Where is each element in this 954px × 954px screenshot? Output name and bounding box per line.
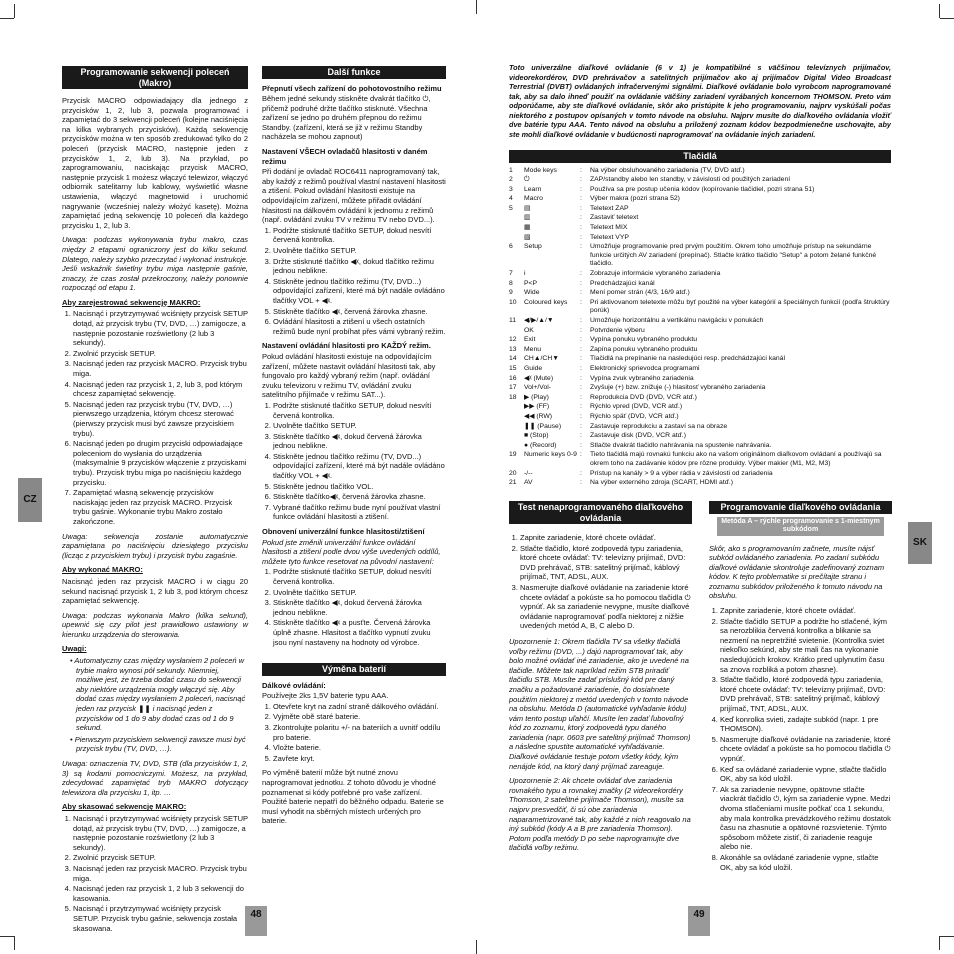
table-row bbox=[509, 214, 891, 224]
keys-table bbox=[509, 167, 891, 489]
table-row bbox=[509, 403, 891, 413]
separator: : bbox=[580, 469, 582, 477]
key-description: Prístup na kanály > 9 a výber rádia v závislosti od zariadenia bbox=[590, 469, 773, 477]
key-name: Macro bbox=[524, 195, 543, 203]
separator: : bbox=[580, 355, 582, 363]
steps-list bbox=[262, 567, 446, 647]
separator: : bbox=[580, 185, 582, 193]
column-functions bbox=[262, 66, 446, 831]
separator: : bbox=[580, 432, 582, 440]
column-programming bbox=[709, 501, 892, 877]
list-item: 5. Nacisnąć i przytrzymywać wciśnięty przycisk SETUP. Przycisk trybu gaśnie, sekwencja została skasowana. bbox=[73, 904, 248, 933]
table-row bbox=[509, 346, 891, 356]
crop-mark bbox=[476, 940, 477, 954]
paragraph: Skôr, ako s programovaním začnete, musíte nájsť subkód ovládaného zariadenia. Po zadaní subkódu diaľkové ovládanie skontroluje zadefinovaný zoznam kódov. K tejto problematike si prečítajte stranu i zoznamu subkódov priloženého k tomuto návodu na obsluhu. bbox=[709, 543, 885, 601]
subheading: Aby skasować sekwencję MAKRO: bbox=[62, 802, 187, 812]
key-number: 18 bbox=[509, 393, 517, 401]
list-item: 4. Stiskněte jednou tlačítko režimu (TV, DVD...) odpovídající zařízení, které má být nadále ovládáno tlačítky VOL + ◀ᵡ. bbox=[273, 452, 446, 481]
list-item: 1. Podržte stisknuté tlačítko SETUP, dokud nesvítí červená kontrolka. bbox=[273, 226, 446, 245]
paragraph: Pokud ovládání hlasitosti existuje na odpovídajícím zařízení, můžete nastavit ovládání hlasitosti tak, aby fungovalo pro každý vybraný režim (např. ovládání zvuku televizoru v režimu TV, ovládání zvuku satelitního přijímače v režimu SAT...). bbox=[262, 351, 436, 400]
key-number: 12 bbox=[509, 336, 517, 344]
key-number: 11 bbox=[509, 317, 517, 324]
table-row bbox=[509, 394, 891, 404]
key-description: Pri aktivovanom teletexte môžu byť použité na výber kategórií a špeciálnych funkcií (podľa štruktúry porúk) bbox=[590, 298, 890, 315]
section-header: Programovanie diaľkového ovládania bbox=[709, 501, 892, 514]
list-item: 3. Nasmerujte diaľkové ovládanie na zariadenie ktoré chcete ovládať a pokúste sa ho pomocou tlačidla ⏻ vypnúť. Ak sa zariadenie nevypne, musíte diaľkové ovládanie naprogramovať podľa niektorej z nižšie uvedených metód A, B, C alebo D. bbox=[520, 583, 692, 631]
key-description: Používa sa pre postup učenia kódov (kopírovanie tlačidiel, pozri strana 51) bbox=[590, 185, 815, 193]
list-item: 3. Stiskněte tlačítko ◀ᵡ, dokud červená žárovka jednou neblikne. bbox=[273, 598, 446, 617]
list-item: 1. Zapnite zariadenie, ktoré chcete ovládať. bbox=[520, 533, 692, 543]
separator: : bbox=[580, 243, 582, 251]
subheading: Aby zarejestrować sekwencję MAKRO: bbox=[62, 297, 201, 307]
section-header: Další funkce bbox=[262, 66, 446, 79]
key-name: CH▲/CH▼ bbox=[524, 355, 559, 363]
separator: : bbox=[580, 289, 582, 297]
key-number bbox=[509, 234, 524, 244]
key-name: ● (Record) bbox=[524, 441, 557, 449]
list-item: 2. Uvolněte tlačítko SETUP. bbox=[273, 246, 446, 256]
key-description: Tieto tlačidlá majú rovnakú funkciu ako na vašom originálnom diaľkovom ovládaní a používajú sa okrem toho na zadávanie kódov pre rôzne produkty. Výber makier (M1, M2, M3) bbox=[590, 451, 882, 467]
table-row bbox=[509, 280, 891, 290]
keys-section bbox=[509, 150, 891, 489]
key-description: Reprodukcia DVD (DVD, VCR atď.) bbox=[590, 393, 697, 401]
subheading: Dálkové ovládání: bbox=[262, 680, 326, 690]
key-number bbox=[509, 442, 524, 452]
note: Uwaga: oznaczenia TV, DVD, STB (dla przycisków 1, 2, 3) są kodami pomocniczymi. Możesz, na przykład, zdecydować zapamiętać tryb MAKRO dotyczący telewizora dla przycisku 1, itp. … bbox=[62, 759, 248, 797]
key-description: Teletext MIX bbox=[590, 224, 628, 232]
separator: : bbox=[580, 336, 582, 344]
key-number: 7 bbox=[509, 270, 513, 278]
key-description: Zvyšuje (+) bzw. znižuje (-) hlasitosť vybraného zariadenia bbox=[590, 384, 766, 392]
separator: : bbox=[580, 384, 582, 392]
table-row bbox=[509, 413, 891, 423]
key-number bbox=[509, 224, 524, 234]
paragraph: Po výměně baterií může být nutné znovu naprogramovat jednotku. Z tohoto důvodu je vhodné poznamenat si kódy potřebné pro vaše zařízení. Použité baterie nepatří do běžného odpadu. Baterie se musí vyhodit na sběrných místech určených pro baterie. bbox=[262, 768, 444, 826]
subheading: Přepnutí všech zařízení do pohotovostního režimu bbox=[262, 83, 442, 93]
key-description: Mení pomer strán (4/3, 16/9 atď.) bbox=[590, 289, 690, 297]
key-description: Elektronický sprievodca programami bbox=[590, 364, 700, 372]
steps-list bbox=[509, 533, 692, 631]
key-name: ◀/▶/▲/▼ bbox=[524, 317, 554, 324]
list-item: 4. Keď konrolka svieti, zadajte subkód (napr. 1 pre THOMSON). bbox=[720, 715, 892, 734]
key-name: i bbox=[524, 270, 526, 278]
table-row bbox=[509, 470, 891, 480]
key-name: Mode keys bbox=[524, 166, 557, 174]
key-name: Setup bbox=[524, 243, 542, 251]
column-test bbox=[509, 501, 692, 858]
note: Uwaga: podczas wykonania Makro (kilka sekund), upewnić się czy pilot jest prawidłowo ustawiony w kierunku urządzenia do sterowania. bbox=[62, 610, 248, 639]
list-item: 2. Zwolnić przycisk SETUP. bbox=[73, 349, 248, 359]
section-header: Výměna baterií bbox=[262, 663, 446, 676]
separator: : bbox=[580, 214, 582, 222]
key-number bbox=[509, 214, 524, 224]
key-name: ▶▶ (FF) bbox=[524, 403, 550, 411]
steps-list bbox=[709, 606, 892, 872]
table-row bbox=[509, 384, 891, 394]
list-item: 6. Ovládání hlasitosti a ztišení u všech ostatních režimů bude nyní probíhat přes vámi vybraný režim. bbox=[273, 317, 446, 336]
list-item: 3. Stlačte tlačidlo, ktoré zodpovedá typu zariadenia, ktoré chcete ovládať: TV: televízny prijímač, DVD: DVD prehrávač, STB: satelitný prijímač, káblový prijímač, TNT, ADSL, AUX. bbox=[720, 675, 892, 713]
list-item: 4. Stiskněte tlačítko ◀ᵡ a pusťte. Červená žárovka úplně zhasne. Hlasitost a tlačítko vypnutí zvuku jsou nyní nastaveny na hodnoty od výrobce. bbox=[273, 618, 446, 647]
list-item: 2. Zwolnić przycisk SETUP. bbox=[73, 853, 248, 863]
crop-mark bbox=[0, 936, 14, 937]
key-number: 1 bbox=[509, 166, 513, 174]
list-item: 4. Nacisnąć jeden raz przycisk 1, 2, lub 3, pod którym chcesz zapamiętać sekwencję. bbox=[73, 380, 248, 399]
key-description: Stlačte dvakrát tlačidlo nahrávania na spustenie nahrávania. bbox=[590, 441, 772, 449]
key-number: 10 bbox=[509, 298, 517, 306]
separator: : bbox=[580, 479, 582, 487]
key-name: ▥ bbox=[524, 214, 531, 222]
key-name: ▦ bbox=[524, 224, 531, 232]
key-number: 20 bbox=[509, 469, 517, 477]
key-name: ❚❚ (Pause) bbox=[524, 422, 562, 430]
key-number: 8 bbox=[509, 279, 513, 287]
key-name: Menu bbox=[524, 345, 542, 353]
key-description: Zastaviť teletext bbox=[590, 214, 639, 222]
list-item: 1. Podržte stisknuté tlačítko SETUP, dokud nesvítí červená kontrolka. bbox=[273, 401, 446, 420]
key-number: 4 bbox=[509, 195, 513, 203]
paragraph: Nacisnąć jeden raz przycisk MACRO i w ciągu 20 sekund nacisnąć przycisk 1, 2 lub 3, pod którym chcesz zapamiętać sekwencję. bbox=[62, 576, 248, 606]
key-name: -/-- bbox=[524, 469, 533, 477]
crop-mark bbox=[940, 18, 954, 19]
section-header: Tlačidlá bbox=[509, 150, 891, 163]
table-row bbox=[509, 355, 891, 365]
method-subheader: Metóda A – rýchle programovanie s 1-miestnym subkódom bbox=[717, 517, 884, 536]
key-number: 9 bbox=[509, 289, 513, 297]
key-number: 19 bbox=[509, 451, 517, 459]
subheading: Obnovení univerzální funkce hlasitosti/ztišení bbox=[262, 527, 425, 537]
list-item: 3. Nacisnąć jeden raz przycisk MACRO. Przycisk trybu miga. bbox=[73, 359, 248, 378]
list-item: 5. Nacisnąć jeden raz przycisk trybu (TV, DVD, …) pierwszego urządzenia, którym chcesz sterować (pierwszy przycisk musi być zawsze przyciskiem trybu). bbox=[73, 400, 248, 438]
paragraph: Pokud jste změnili univerzální funkce ovládání hlasitosti a ztišení podle dvou výše uvedených oddílů, můžete tyto funkce resetovat na původní nastavení: bbox=[262, 537, 441, 566]
list-item: 4. Vložte baterie. bbox=[273, 743, 446, 753]
key-name: AV bbox=[524, 479, 533, 487]
separator: : bbox=[580, 422, 582, 430]
separator: : bbox=[580, 270, 582, 278]
subheading: Aby wykonać MAKRO: bbox=[62, 565, 143, 575]
separator: : bbox=[580, 412, 582, 420]
note: Upozornenie 1: Okrem tlačidla TV sa všetky tlačidlá voľby režimu (DVD, ...) dajú naprogramovať tak, aby bolo možné ovládať iné zariadenie, ako je uvedené na tlačidle. Môžete tak napríklad režim STB priradiť tlačidlu STB. Musíte zadať príslušný kód pre daný značku a požadované zariadenie, čo dosiahnete použitím niektorej z metód uvedených v tomto návode na obsluhu. Metóda D (automatické vyhľadanie kódu) vám tento postup uľahčí. Musíte len zadať ľubovoľný kód zo zoznamu, ktorý zodpovedá typu daného zariadenia (napr. 0603 pre satelitný prijímač Thomson) a následne spustite automatické vyhľadávanie. Diaľkové ovládanie testuje potom všetky kódy, kým nenájde kód, na ktorý daný prijímač zareaguje. bbox=[509, 636, 691, 771]
key-name: ▤ bbox=[524, 204, 531, 212]
list-item: 5. Stiskněte tlačítko ◀ᵡ, červená žárovka zhasne. bbox=[273, 307, 446, 317]
subheading: Nastavení ovládání hlasitosti pro KAŽDÝ režim. bbox=[262, 341, 431, 351]
table-row bbox=[509, 375, 891, 385]
separator: : bbox=[580, 204, 582, 212]
table-row bbox=[509, 365, 891, 375]
key-number: 3 bbox=[509, 185, 513, 193]
crop-mark bbox=[14, 4, 15, 18]
table-row bbox=[509, 451, 891, 469]
list-item: 1. Podržte stisknuté tlačítko SETUP, dokud nesvítí červená kontrolka. bbox=[273, 567, 446, 586]
key-name: OK bbox=[524, 326, 534, 334]
key-description: Na výber externého zdroja (SCART, HDMI atď.) bbox=[590, 479, 734, 487]
separator: : bbox=[580, 403, 582, 411]
key-name: Exit bbox=[524, 336, 536, 344]
key-number bbox=[509, 403, 524, 413]
crop-mark bbox=[14, 936, 15, 950]
key-description: Zapína ponuku vybraného produktu bbox=[590, 345, 698, 353]
table-row bbox=[509, 423, 891, 433]
steps-list bbox=[62, 814, 248, 933]
list-item: 1. Zapnite zariadenie, ktoré chcete ovládať. bbox=[720, 606, 892, 616]
key-name: ⏻ bbox=[524, 176, 530, 184]
separator: : bbox=[580, 345, 582, 353]
list-item: 1. Nacisnąć i przytrzymywać wciśnięty przycisk SETUP dotąd, aż przycisk trybu (TV, DVD, …) zamigocze, a następnie pozostanie rozświetlony (2 lub 3 sekundy). bbox=[73, 309, 248, 347]
table-row bbox=[509, 479, 891, 489]
separator: : bbox=[580, 393, 582, 401]
crop-mark bbox=[939, 936, 940, 950]
key-description: Predchádzajúci kanál bbox=[590, 279, 655, 287]
list-item: 2. Uvolněte tlačítko SETUP. bbox=[273, 588, 446, 598]
key-number: 17 bbox=[509, 384, 517, 392]
key-description: Vypína zvuk vybraného zariadenia bbox=[590, 374, 694, 382]
key-name: ◀ᵡ (Mute) bbox=[524, 374, 554, 382]
crop-mark bbox=[476, 0, 477, 14]
separator: : bbox=[580, 374, 582, 382]
key-description: Potvrdenie výberu bbox=[590, 326, 645, 334]
page-number: 49 bbox=[688, 906, 710, 936]
paragraph: Při dodání je ovladač ROC6411 naprogramovaný tak, aby každý z režimů používal vlastní nastavení hlasitosti a ztišení. Pokud ovládání hlasitosti existuje na odpovídajícím zařízení, můžete přiřadit ovládání hlasitosti na dálkovém ovládání k jednomu z režimů (např. ovládání zvuku TV v režimu TV nebo DVD...). bbox=[262, 167, 446, 225]
key-description: Tlačidlá na prepínanie na nasledujúci resp. predchádzajúci kanál bbox=[590, 355, 785, 363]
list-item: 2. Vyjměte obě staré baterie. bbox=[273, 712, 446, 722]
table-row bbox=[509, 289, 891, 299]
key-name: Wide bbox=[524, 289, 540, 297]
key-number: 13 bbox=[509, 345, 517, 353]
list-item: 6. Keď sa ovládané zariadenie vypne, stlačte tlačidlo OK, aby sa kód uložil. bbox=[720, 765, 892, 784]
note: Upozornenie 2: Ak chcete ovládať dve zariadenia rovnakého typu a rovnakej značky (2 videorekordéry Thomson, 2 satelitné prijímače Thomson), musíte sa najprv presvedčiť, či sú obe zariadenia naparametrizované tak, aby každé z nich reagovalo na iný subkód (kódy A a B pre zariadenia Thomson). Potom podľa metódy D po sebe naprogramujte dve tlačidlá voľby režimu. bbox=[509, 776, 691, 853]
list-item: 1. Otevřete kryt na zadní straně dálkového ovládání. bbox=[273, 702, 446, 712]
column-macro bbox=[62, 66, 248, 938]
key-number: 6 bbox=[509, 243, 513, 251]
list-item: 2. Uvolněte tlačítko SETUP. bbox=[273, 421, 446, 431]
table-row bbox=[509, 270, 891, 280]
table-row bbox=[509, 205, 891, 215]
list-item: 2. Stlačte tlačidlo, ktoré zodpovedá typu zariadenia, ktoré chcete ovládať: TV: televízny prijímač, DVD: DVD prehrávač, STB: satelitný prijímač, káblový prijímač, TNT, ADSL, AUX. bbox=[520, 544, 692, 582]
table-row bbox=[509, 327, 891, 337]
key-number: 14 bbox=[509, 355, 517, 363]
table-row bbox=[509, 224, 891, 234]
list-item: 2. Stlačte tlačidlo SETUP a podržte ho stlačené, kým sa nerozblikia červená kontrolka a blikanie sa nezmení na nepretržité svietenie. (Kontrolka sviet niekoľko sekúnd, aby ste mali čas na vykonanie nasledujúcich krokov. Krátko pred uplynutím času sa znova rozbliká a potom zhasne). bbox=[720, 617, 892, 675]
separator: : bbox=[580, 298, 582, 306]
key-number: 15 bbox=[509, 364, 517, 372]
note: Uwaga: sekwencja zostanie automatycznie zapamiętana po naciśnięciu dziesiątego przycisku (licząc z przyciskiem trybu) i przycisk trybu zagaśnie. bbox=[62, 531, 248, 560]
table-row bbox=[509, 336, 891, 346]
list-item: 3. Nacisnąć jeden raz przycisk MACRO. Przycisk trybu miga. bbox=[73, 864, 248, 883]
list-item: 1. Nacisnąć i przytrzymywać wciśnięty przycisk SETUP dotąd, aż przycisk trybu (TV, DVD, …) zamigocze, a następnie pozostanie rozświetlony (2 lub 3 sekundy). bbox=[73, 814, 248, 852]
paragraph: Během jedné sekundy stiskněte dvakrát tlačítko ⏻, přičemž podruhé držte tlačítko stisknuté. Všechna zařízení se jedno po druhém přepnou do režimu Standby. (zařízení, která se již v režimu Standby nacházela se mohou zapnout) bbox=[262, 94, 431, 142]
table-row bbox=[509, 186, 891, 196]
key-description: Rýchlo späť (DVD, VCR atď.) bbox=[590, 412, 679, 420]
key-number: 2 bbox=[509, 176, 513, 184]
separator: : bbox=[580, 317, 582, 324]
key-number bbox=[509, 413, 524, 423]
separator: : bbox=[580, 364, 582, 372]
separator: : bbox=[580, 195, 582, 203]
separator: : bbox=[580, 451, 582, 459]
steps-list bbox=[262, 226, 446, 337]
separator: : bbox=[580, 224, 582, 232]
section-header: Programowanie sekwencji poleceń (Makro) bbox=[62, 66, 248, 89]
key-name: Numeric keys 0-9 bbox=[524, 451, 577, 459]
table-row bbox=[509, 234, 891, 244]
key-name: P<P bbox=[524, 279, 538, 287]
key-description: Výber makra (pozri strana 52) bbox=[590, 195, 680, 203]
steps-list bbox=[262, 401, 446, 522]
list-item: 6. Stiskněte tlačítko◀ᵡ, červená žárovka zhasne. bbox=[273, 492, 446, 502]
key-description: Zastavuje reprodukciu a zastaví sa na obraze bbox=[590, 422, 728, 430]
separator: : bbox=[580, 279, 582, 287]
key-description: ZAP/standby alebo len standby, v závislosti od použitých zariadení bbox=[590, 176, 791, 184]
language-tab-cz: CZ bbox=[18, 478, 42, 522]
key-number: 5 bbox=[509, 204, 513, 212]
list-item: 7. Zapamiętać własną sekwencję przycisków naciskając jeden raz przycisk MACRO. Przycisk trybu gaśnie. Wykonanie trybu Makro zostało zakończone. bbox=[73, 488, 248, 526]
table-row bbox=[509, 243, 891, 270]
key-description: Teletext ZAP bbox=[590, 204, 629, 212]
list-item: 4. Stiskněte jednou tlačítko režimu (TV, DVD...) odpovídající zařízení, které má být nadále ovládáno tlačítky VOL + ◀ᵡ. bbox=[273, 277, 446, 306]
key-description: Vypína ponuku vybraného produktu bbox=[590, 336, 698, 344]
key-name: Learn bbox=[524, 185, 542, 193]
notes-list bbox=[62, 656, 248, 754]
list-item: 8. Akonáhle sa ovládané zariadenie vypne, stlačte OK, aby sa kód uložil. bbox=[720, 853, 892, 872]
note: Uwaga: podczas wykonywania trybu makro, czas między 2 etapami ograniczony jest do kilku sekund. Dlatego, należy szybko przeczytać i wykonać instrukcje. Jeśli wskaźnik świetlny trybu miga następnie gaśnie, znaczy, że czas został przekroczony, należy ponownie rozpocząć od etapu 1. bbox=[62, 235, 248, 293]
key-description: Na výber obsluhovaného zariadenia (TV, DVD atď.) bbox=[590, 166, 745, 174]
key-name: Guide bbox=[524, 364, 543, 372]
key-name: Coloured keys bbox=[524, 298, 568, 306]
table-row bbox=[509, 299, 891, 317]
key-number bbox=[509, 327, 524, 337]
language-tab-sk: SK bbox=[908, 522, 932, 564]
section-header: Test nenaprogramovaného diaľkového ovládania bbox=[509, 501, 692, 524]
key-name: ◀◀ (RW) bbox=[524, 412, 553, 420]
crop-mark bbox=[939, 4, 940, 18]
key-number bbox=[509, 432, 524, 442]
list-item: 7. Ak sa zariadenie nevypne, opätovne stlačte viackrát tlačidlo ⏻, kým sa zariadenie vypne. Medzi dvoma stlačeniami musíte počkať cca 1 sekundu, aby mala kontrolka prevádzkového režimu dostatok času na zhasnutie a opätovné rozsvietenie. Týmto spôsobom môžete zistiť, či zariadenie reaguje alebo nie. bbox=[720, 785, 892, 852]
separator: : bbox=[580, 166, 582, 174]
list-item: 5. Nasmerujte diaľkové ovládanie na zariadenie, ktoré chcete ovládať a pokúste sa ho pomocou tlačidla ⏻ vypnúť. bbox=[720, 735, 892, 764]
crop-mark bbox=[0, 18, 14, 19]
paragraph: Používejte 2ks 1,5V baterie typu AAA. bbox=[262, 691, 389, 701]
list-item: 5. Zavřete kryt. bbox=[273, 754, 446, 764]
crop-mark bbox=[940, 936, 954, 937]
intro-paragraph: Toto univerzálne diaľkové ovládanie (6 v 1) je kompatibilné s väčšinou televíznych prijímačov, videorekordérov, DVD prehrávačov a satelitných prijímačov ako aj prijímačov Digital Video Broadcast Terrestrial (DVBT) ovládaných infračervenými signálmi. Diaľkové ovládanie bolo vyrobcom naprogramované tak, aby sa dalo ihneď použiť na ovládanie väčšiny zariadení vyrábaných koncernom THOMSON. Preto vám odporúčame, aby ste diaľkové ovládanie, skôr ako pristúpite k jeho programovaniu, najprv vyskúšali počas niektorého z postupov opísaných v tomto návode na obsluhu. Najprv musíte do diaľkového ovládania vložiť dve batérie typu AAA. Tento návod na obsluhu a priložený zoznam kódov bezpodmienečne uschovajte, aby ste mohli diaľkové ovládanie v budúcnosti naprogramovať na ovládanie iných zariadení. bbox=[509, 63, 891, 139]
key-number: 21 bbox=[509, 479, 517, 487]
list-item: • Pierwszym przyciskiem sekwencji zawsze musi być przycisk trybu (TV, DVD, …). bbox=[70, 734, 246, 754]
subheading: Uwagi: bbox=[62, 644, 87, 654]
key-number: 16 bbox=[509, 374, 517, 382]
key-description: Umožňuje programovanie pred prvým použitím. Okrem toho umožňuje prístup na sekundárne funkcie určitých AV zariadení (prepínač). Stlačte krátko tlačidlo "Setup" a potom želané funkčné tlačidlo. bbox=[590, 243, 877, 268]
key-description: Teletext VYP bbox=[590, 233, 629, 241]
list-item: 3. Zkontrolujte polaritu +/- na bateriích a uvnitř oddílu pro baterie. bbox=[273, 723, 446, 742]
table-row bbox=[509, 317, 891, 327]
separator: : bbox=[580, 326, 582, 334]
list-item: 3. Stiskněte tlačítko ◀ᵡ, dokud červená žárovka jednou neblikne. bbox=[273, 432, 446, 451]
table-row bbox=[509, 442, 891, 452]
paragraph: Przycisk MACRO odpowiadający dla jednego z przycisków 1, 2, lub 3, pozwala programować i zapamiętać do 3 sekwencji poleceń (kolejne naciśnięcia na kilka wybranych przycisków). Każdą sekwencję przycisków można w ten sposób zredukować tylko do 2 poleceń (przycisk MACRO, następnie jeden z przycisków 1, 2, lub 3). Na przykład, po zaprogramowaniu, naciskając przycisk MACRO, następnie przycisk 1 możesz włączyć telewizor, włączyć odbiornik satelitarny lub kablowy, wyświetlić własne ustawienia, włączyć magnetowid i uruchomić nagrywanie (wcześniej należy włożyć kasetę). Można zapamiętać jedną sekwencję 10 poleceń dla każdego przycisku 1, 2, lub 3. bbox=[62, 96, 248, 230]
table-row bbox=[509, 432, 891, 442]
list-item: 7. Vybrané tlačítko režimu bude nyní používat vlastní funkce ovládání hlasitosti a ztišení. bbox=[273, 503, 446, 522]
separator: : bbox=[580, 441, 582, 449]
table-row bbox=[509, 195, 891, 205]
table-row bbox=[509, 176, 891, 186]
table-row bbox=[509, 167, 891, 177]
list-item: 3. Držte stisknuté tlačítko ◀ᵡ, dokud tlačítko režimu jednou neblikne. bbox=[273, 257, 446, 276]
list-item: 4. Nacisnąć jeden raz przycisk 1, 2 lub 3 sekwencji do kasowania. bbox=[73, 884, 248, 903]
steps-list bbox=[262, 702, 446, 764]
key-description: Zobrazuje informácie vybraného zariadenia bbox=[590, 270, 721, 278]
separator: : bbox=[580, 176, 582, 184]
key-name: Vol+/Vol- bbox=[524, 384, 552, 392]
list-item: • Automatyczny czas między wysłaniem 2 poleceń w trybie makro wynosi pół sekundy. Niemniej, możliwe jest, że trzeba dodać czasu do sekwencji aby niektóre urządzenia mogły włączyć się. Aby dodać czas między wysłaniem 2 poleceń, nacisnąć jeden raz przycisk ❚❚ i nacisnąć jeden z przycisków od 1 do 9 aby dodać czas od 1 do 9 sekund. bbox=[70, 656, 246, 733]
page-number: 48 bbox=[245, 906, 267, 936]
list-item: 6. Nacisnąć jeden po drugim przyciski odpowiadające poleceniom do wysłania do urządzenia (maksymalnie 9 przycisków włączenie z przyciskami trybu). Przycisk trybu miga po naciśnięciu każdego przycisku. bbox=[73, 439, 248, 487]
list-item: 5. Stiskněte jednou tlačítko VOL. bbox=[273, 482, 446, 492]
key-name: ■ (Stop) bbox=[524, 432, 549, 440]
key-description: Zastavuje disk (DVD, VCR atď.) bbox=[590, 432, 686, 440]
steps-list bbox=[62, 309, 248, 526]
separator: : bbox=[580, 233, 582, 241]
key-description: Umožňuje horizontálnu a vertikálnu navigáciu v ponukách bbox=[590, 317, 764, 324]
key-name: ▧ bbox=[524, 233, 531, 241]
key-description: Rýchlo vpred (DVD, VCR atď.) bbox=[590, 403, 683, 411]
key-number bbox=[509, 423, 524, 433]
subheading: Nastavení VŠECH ovladačů hlasitosti v daném režimu bbox=[262, 147, 428, 166]
key-name: ▶ (Play) bbox=[524, 393, 549, 401]
